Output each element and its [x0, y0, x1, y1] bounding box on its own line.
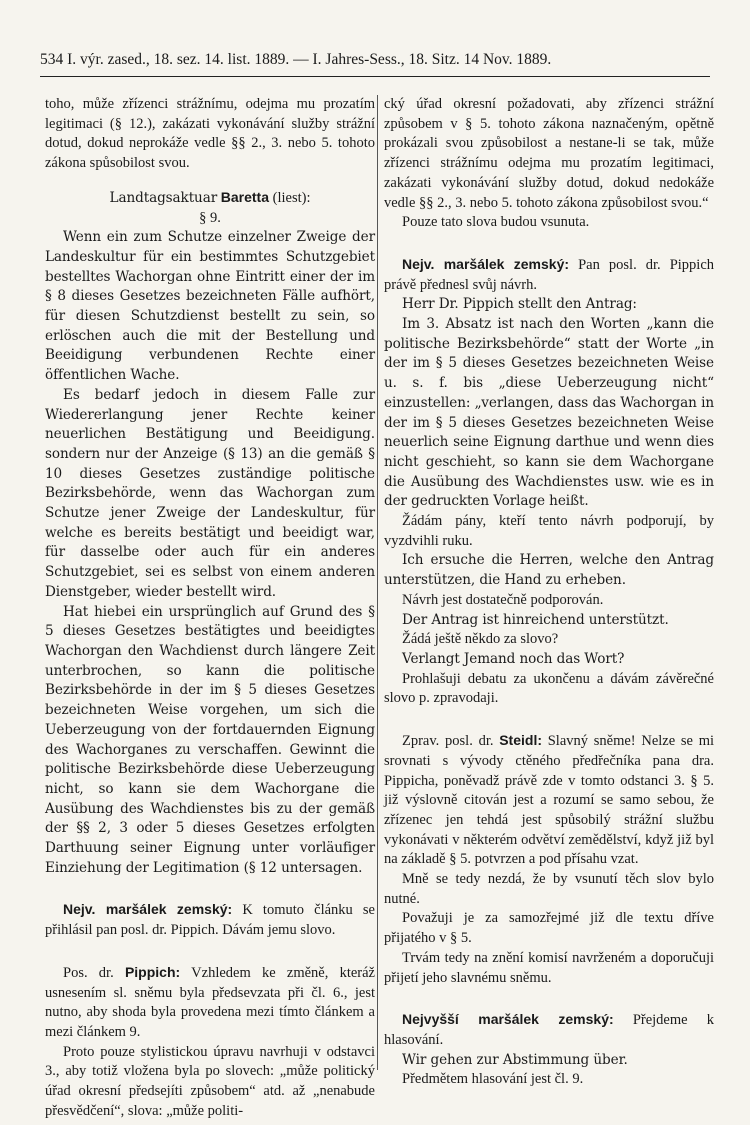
speech-paragraph: [384, 255, 714, 295]
speaker-line: [45, 188, 375, 209]
paragraph: Proto pouze stylistickou úpravu navrhuji v odstavci 3., aby totiž vložena byla po slovech: „může politický úřad okresní předsejíti způsobem“ atd. až „nenabude přesvědčení“, slova: „může politi-: [45, 1043, 375, 1119]
left-column: [45, 95, 375, 1121]
paragraph: Mně se tedy nezdá, že by vsunutí těch slov bylo nutné.: [384, 871, 714, 907]
speaker-name: Baretta: [220, 188, 269, 205]
right-column: [384, 95, 714, 1090]
paragraph: Předmětem hlasování jest čl. 9.: [402, 1071, 584, 1088]
speech-text: Přejdeme k hlasování.: [384, 1012, 714, 1048]
speaker-role: Pos. dr.: [63, 964, 114, 981]
paragraph: Es bedarf jedoch in diesem Falle zur Wiedererlangung jener Rechte keiner neuerlichen Bestätigung und Beeidigung. sondern nur der Anzeige (§ 13) an die gemäß § 10 dieses Gesetzes zuständige politische Bezirksbehörde, wenn das Wachorgan zum Schutze jener Zweige der Landeskultur, für welche es bereits bestätigt und beeidigt war, für dasselbe oder auch für ein anderes Schutzgebiet, sei es selbst von einem anderen Dienstgeber, wieder bestellt wird.: [45, 386, 375, 600]
section-number: § 9.: [199, 209, 221, 226]
page-header: 534 I. výr. zased., 18. sez. 14. list. 1889. — I. Jahres-Sess., 18. Sitz. 14 Nov. 1889.: [40, 51, 552, 68]
speech-paragraph: [384, 731, 714, 870]
paragraph: Návrh jest dostatečně podporován.: [402, 591, 604, 608]
paragraph: Verlangt Jemand noch das Wort?: [402, 650, 625, 667]
speaker-note: (liest):: [272, 189, 311, 206]
paragraph: Wenn ein zum Schutze einzelner Zweige der Landeskultur für ein bestimmtes Schutzgebiet bestelltes Wachorgan ohne Eintritt einer der im § 8 dieses Gesetzes bezeichneten Fälle aufhört, für diesen Schutzdienst bestellt zu sein, so erlöschen auch die mit der Bestellung und Beeidigung verbundenen Rechte einer öffentlichen Wache.: [45, 229, 375, 384]
speech-text: Slavný sněme! Nelze se mi srovnati s vývody ctěného předřečníka pana dra. Pippicha, poněvadž právě zde v tomto odstanci 3. § 5. již výslovně citován jest a rozumí se samo sebou, že zřízenec jen tehdá jest spůsobilý strážní službu vykonávati v některém odvětví zemědělství, když již byl na základě § 5. potvrzen a pod přísahu vzat.: [384, 733, 715, 868]
paragraph: Prohlašuji debatu za ukončenu a dávám závěrečné slovo p. zpravodaji.: [384, 670, 714, 707]
speech-text: Vzhledem ke změně, kteráž usnesením sl. sněmu byla předsevzata při čl. 6., jest nutno, aby shoda byla provedena mezi tímto článkem a mezi článkem 9.: [45, 964, 375, 1040]
column-divider: [377, 95, 378, 1070]
paragraph: cký úřad okresní požadovati, aby zřízenci strážní způsobem v § 5. tohoto zákona naznačeným, opětně prokázali svou způsobilost a nestane-li se tak, může zřízenci strážnímu odejma mu prozatím legitimaci, zakázati vykonávání služby dotud, dokud nedokáže vedle §§ 2., 3. nebo 5. tohoto zákona způsobilost svou.“: [384, 96, 714, 211]
paragraph: Herr Dr. Pippich stellt den Antrag:: [402, 296, 637, 313]
paragraph: Žádám pány, kteří tento návrh podporují, by vyzdvihli ruku.: [384, 513, 714, 549]
speech-text: K tomuto článku se přihlásil pan posl. dr. Pippich. Dávám jemu slovo.: [45, 902, 375, 939]
speaker-name: Steidl:: [499, 732, 542, 749]
paragraph: Považuji je za samozřejmé již dle textu dříve přijatého v § 5.: [384, 910, 714, 947]
speaker-role: Landtagsaktuar: [109, 189, 218, 206]
paragraph: Trvám tedy na znění komisí navrženém a doporučuji přijetí jeho slavnému sněmu.: [384, 949, 714, 986]
paragraph: Pouze tato slova budou vsunuta.: [402, 214, 590, 231]
paragraph: Der Antrag ist hinreichend unterstützt.: [402, 611, 669, 628]
speaker-name: Nejvyšší maršálek zemský:: [402, 1011, 614, 1028]
speech-paragraph: [384, 1010, 714, 1050]
speaker-name: Nejv. maršálek zemský:: [402, 255, 570, 272]
paragraph: toho, může zřízenci strážnímu, odejma mu prozatím legitimaci (§ 12.), zakázati vykonávání služby strážní dotud, dokud neprokáže vedle §§ 2., 3. nebo 5. tohoto zákona spůsobilost svou.: [45, 96, 375, 172]
speaker-name: Nejv. maršálek zemský:: [63, 901, 233, 918]
speaker-name: Pippich:: [124, 963, 181, 980]
speech-text: Pan posl. dr. Pippich právě přednesl svůj návrh.: [384, 256, 714, 293]
speaker-role: Zprav. posl. dr.: [402, 733, 494, 750]
speech-paragraph: [45, 963, 375, 1043]
speech-paragraph: [45, 900, 375, 940]
paragraph: Hat hiebei ein ursprünglich auf Grund des § 5 dieses Gesetzes bestätigtes und beeidigtes Wachorgan den Wachdienst durch längere Zeit unterbrochen, so kann die politische Bezirksbehörde in der im § 5 dieses Gesetzes bezeichneten Weise vorgehen, um sich die Ueberzeugung von der fortdauernden Eignung des Wachorganes zu verschaffen. Gewinnt die politische Bezirksbehörde diese Ueberzeugung nicht, so kann sie dem Wachorgane die Ausübung des Wachdienstes bis zu der gemäß der §§ 2, 3 oder 5 dieses Gesetzes erfolgten Darthuung seiner Eignung unter vorläufiger Einziehung der Legitimation (§ 12 untersagen.: [45, 603, 375, 876]
paragraph: Žádá ještě někdo za slovo?: [402, 631, 559, 648]
paragraph: Ich ersuche die Herren, welche den Antrag unterstützen, die Hand zu erheben.: [384, 552, 714, 589]
header-rule: [40, 76, 710, 77]
paragraph: Im 3. Absatz ist nach den Worten „kann die politische Bezirksbehörde“ statt der Worte „in der im § 5 dieses Gesetzes bezeichneten Weise u. s. f. bis „diese Ueberzeugung nicht“ einzustellen: „verlangen, dass das Wachorgan in der im § 5 dieses Gesetzes bezeichneten Weise neuerlich seine Eignung darthue und wenn dies nicht geschieht, so kann sie dem Wachorgane die Ausübung des Wachdienstes usw. wie es in der gedruckten Vorlage heißt.: [384, 316, 714, 510]
paragraph: Wir gehen zur Abstimmung über.: [402, 1051, 628, 1068]
